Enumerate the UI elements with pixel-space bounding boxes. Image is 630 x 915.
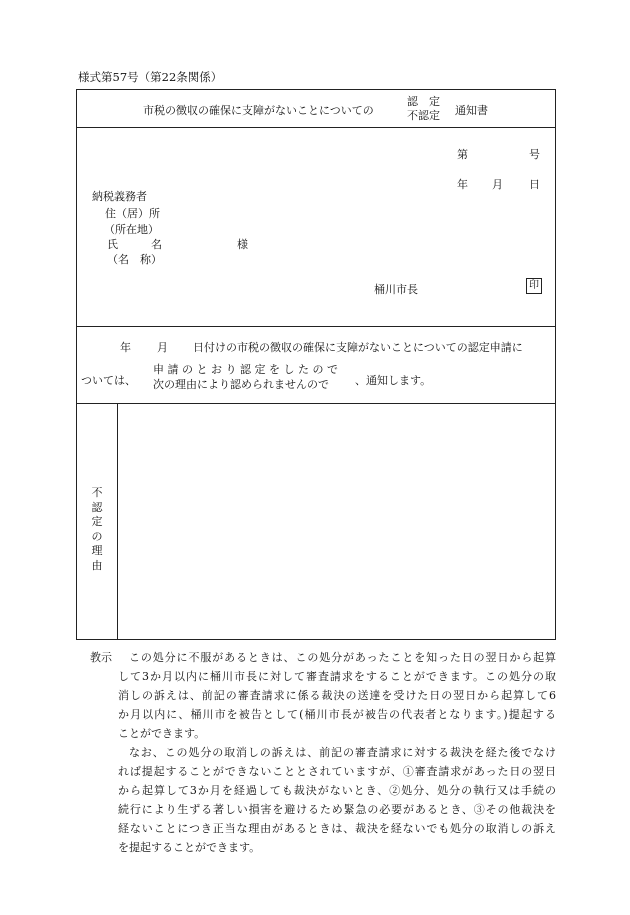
instructions-line: 消しの訴えは、前記の審査請求に係る裁決の送達を受けた日の翌日から起算して6	[118, 689, 556, 702]
addressee-address-alt: （所在地）	[104, 223, 159, 236]
number-prefix: 第	[457, 148, 468, 161]
instructions-line: から起算して3か月を経過しても裁決がないとき、②処分、処分の執行又は手続の	[118, 784, 556, 797]
title-option-reject: 不認定	[407, 109, 440, 122]
instructions-line: ことができます。	[118, 727, 206, 740]
body-line2-tail: 、通知します。	[355, 374, 432, 387]
reason-label: 不認定の理由	[91, 486, 103, 572]
date-month: 月	[492, 178, 503, 191]
addressee-name: 氏 名	[107, 238, 162, 251]
addressee-label: 納税義務者	[92, 190, 147, 203]
addressee-honorific: 様	[237, 238, 248, 251]
title-option-approve: 認 定	[407, 95, 440, 108]
reason-field[interactable]	[118, 404, 555, 639]
title-tail: 通知書	[455, 104, 488, 117]
date-year: 年	[457, 178, 468, 191]
body-line1: 日付けの市税の徴収の確保に支障がないことについての認定申請に	[193, 341, 523, 354]
divider-title	[77, 127, 555, 128]
body-year: 年	[120, 341, 131, 354]
title-main: 市税の徴収の確保に支障がないことについての	[143, 104, 374, 117]
instructions-line: れば提起することができないこととされていますが、①審査請求があった日の翌日	[118, 765, 556, 778]
instructions-line: して3か月以内に桶川市長に対して審査請求をすることができます。この処分の取	[118, 670, 556, 683]
instructions-line: か月以内に、桶川市を被告として(桶川市長が被告の代表者となります。)提起する	[118, 708, 556, 721]
notice-form	[76, 89, 556, 640]
instructions	[90, 648, 556, 857]
instructions-line: なお、この処分の取消しの訴えは、前記の審査請求に対する裁決を経た後でなけ	[129, 746, 556, 759]
addressee-name-alt: （名 称）	[107, 253, 162, 266]
instructions-line: を提起することができます。	[118, 841, 261, 854]
body-options	[153, 362, 338, 392]
body-line2-head: ついては、	[81, 374, 136, 387]
date-day: 日	[529, 178, 540, 191]
issuer-name: 桶川市長	[374, 283, 418, 296]
instructions-line: 続行により生ずる著しい損害を避けるため緊急の必要があるとき、③その他裁決を	[118, 803, 556, 816]
instructions-line: 経ないことにつき正当な理由があるときは、裁決を経ないでも処分の取消しの訴え	[118, 822, 556, 835]
body-option-reject: 次の理由により認められませんので	[153, 378, 329, 391]
body-month: 月	[157, 341, 168, 354]
number-suffix: 号	[529, 148, 540, 161]
body-option-approve: 申 請 の と お り 認 定 を し た の で	[153, 363, 338, 376]
instructions-body	[118, 648, 556, 857]
title-options	[407, 95, 440, 123]
divider-header	[77, 326, 555, 327]
addressee-address: 住（居）所	[105, 207, 160, 220]
seal-mark: 印	[526, 278, 542, 294]
instructions-line: この処分に不服があるときは、この処分があったことを知った日の翌日から起算	[129, 651, 556, 664]
form-number: 様式第57号（第22条関係）	[78, 70, 223, 84]
instructions-head: 教示	[90, 651, 112, 664]
